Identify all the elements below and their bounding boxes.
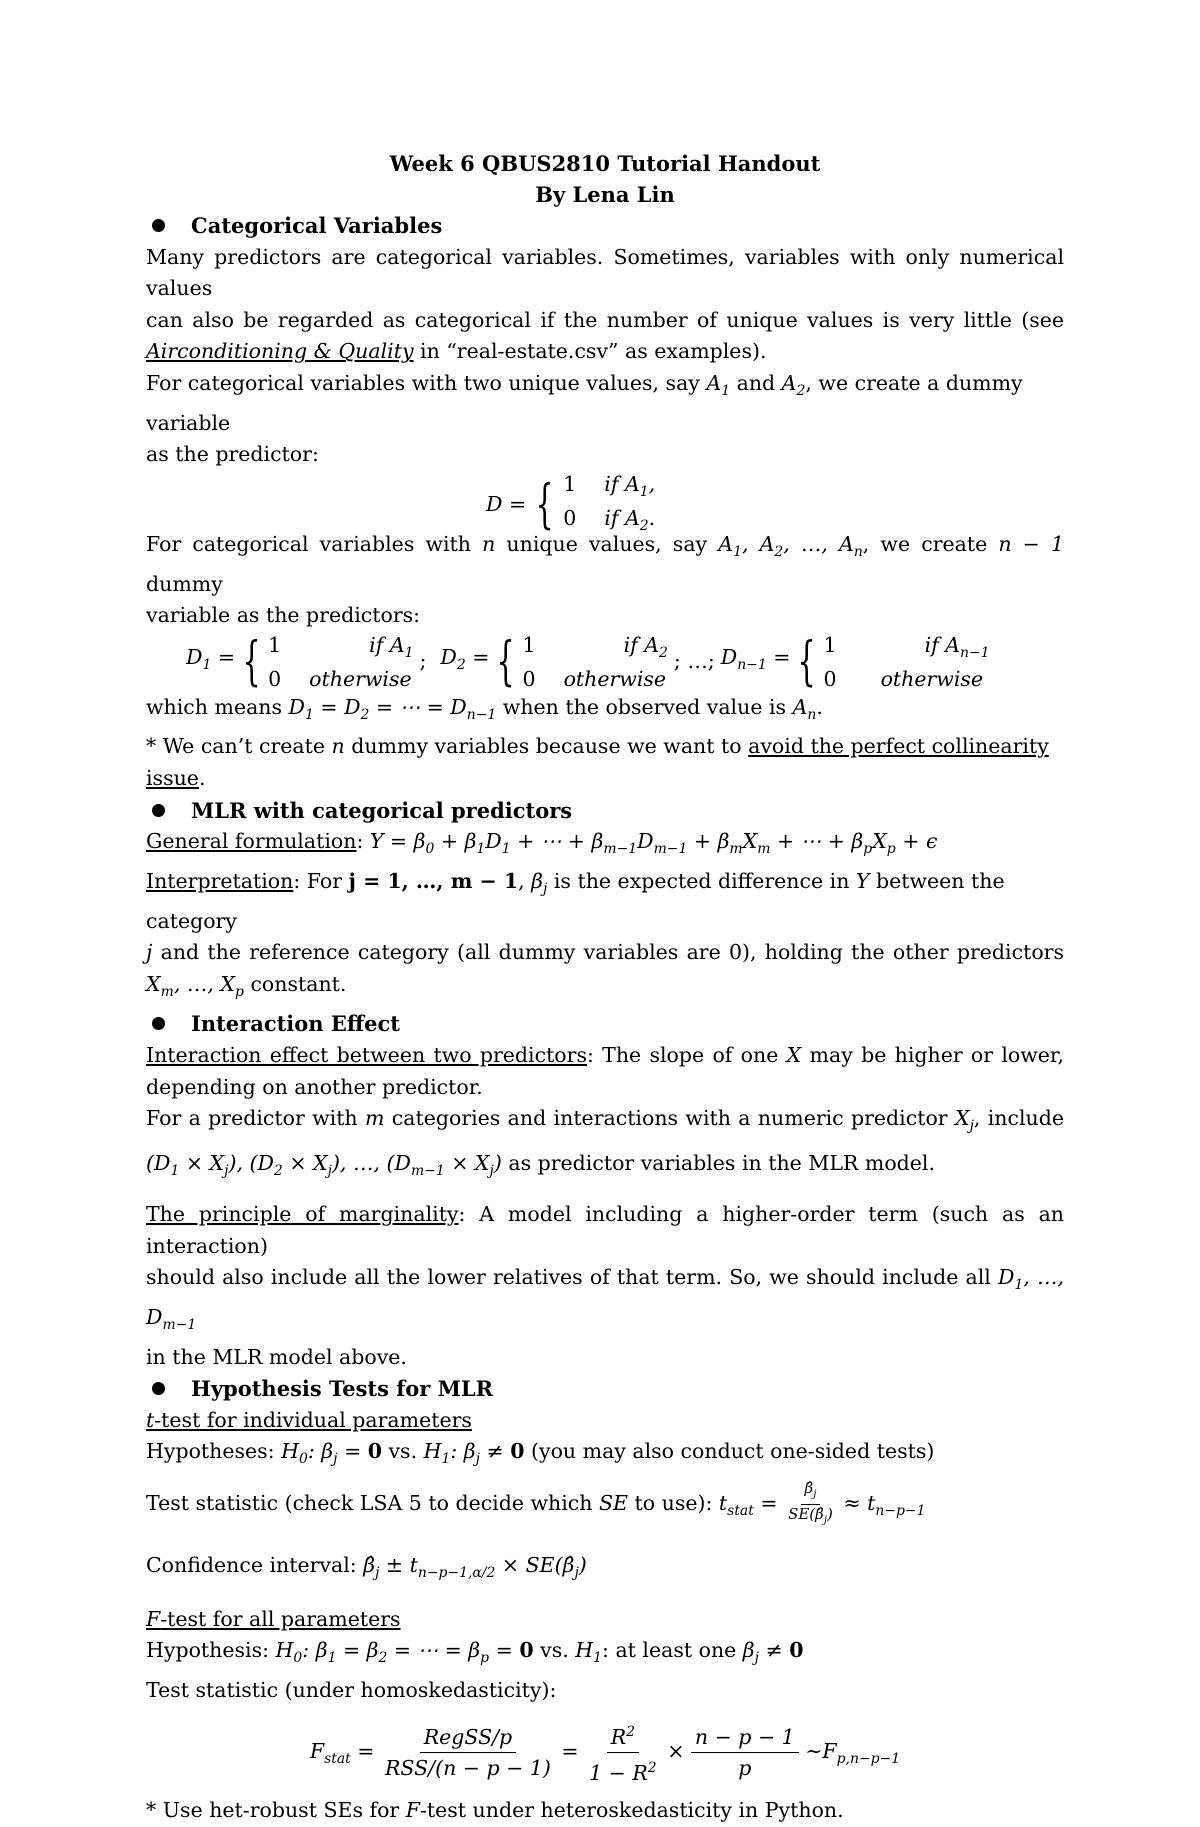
test-statistic-t: Test statistic (check LSA 5 to decide which SE to use): $t_{stat}$ = $\frac{\betâ_j}{SE(\betâ_j)}$ ≈ $t_{n-p-1}$: [146, 1479, 926, 1527]
section-heading-categorical: Categorical Variables: [146, 210, 1064, 242]
paragraph-line: $(D_1 \times X_j)$, $(D_2 \times X_j)$, …, $(D_{m-1} \times X_j)$ as predictor variables in the MLR model.: [146, 1150, 935, 1179]
handout-page: [146, 148, 1064, 1827]
document-title: Week 6 QBUS2810 Tutorial Handout: [389, 151, 821, 176]
paragraph-line: * We can’t create n dummy variables because we want to avoid the perfect collinearity issue.: [146, 734, 1049, 790]
paragraph-line: j and the reference category (all dummy variables are 0), holding the other predictors: [146, 940, 1064, 965]
equation-dummy-two: D = { 1 if $A_1$, 0 if $A_2$.: [486, 471, 656, 535]
bullet-icon: [152, 804, 165, 817]
paragraph-line: in the MLR model above.: [146, 1344, 407, 1369]
bullet-icon: [152, 1382, 165, 1395]
t-test-label: t-test for individual parameters: [146, 1407, 472, 1432]
equation-dummy-n: $D_1$ = { 1 if $A_1$ 0 otherwise ; $D_2$ = { 1 if $A_2$ 0 otherwise ; …; $D_{n-1}$ = { 1 if $A_{n-1}$ 0 otherwise: [186, 631, 990, 692]
paragraph-line: $X_m$, …, $X_p$ constant.: [146, 971, 347, 1000]
paragraph-line: Hypotheses: $H_0$: $\beta_j = 0$ vs. $H_1$: $\beta_j \ne 0$ (you may also conduct one-sided tests): [146, 1439, 935, 1468]
section-heading-interaction: Interaction Effect: [146, 1008, 1064, 1040]
bullet-icon: [152, 1017, 165, 1030]
paragraph-line: Hypothesis: $H_0$: $\beta_1 = \beta_2$ = ⋯ = $\beta_p = 0$ vs. $H_1$: at least one $\beta_j \ne 0$: [146, 1638, 804, 1667]
paragraph-line: Many predictors are categorical variables. Sometimes, variables with only numerical values: [146, 244, 1064, 301]
paragraph-line: * Use het-robust SEs for F-test under heteroskedasticity in Python.: [146, 1798, 844, 1823]
paragraph-line: can also be regarded as categorical if the number of unique values is very little (see: [146, 307, 1064, 332]
paragraph-line: Interaction effect between two predictors: The slope of one X may be higher or lower,: [146, 1043, 1065, 1068]
interpretation: Interpretation: For j = 1, …, m − 1, $\beta_j$ is the expected difference in Y between the category: [146, 868, 1005, 933]
section-heading-mlr-categorical: MLR with categorical predictors: [146, 795, 1064, 827]
paragraph-line: depending on another predictor.: [146, 1074, 483, 1099]
f-test-label: F-test for all parameters: [146, 1606, 401, 1631]
equation-f-stat: $F_{stat}$ = $\frac{\text{RegSS/p}}{\text{RSS/(n − p − 1)}}$ = $\frac{R^2}{1 - R^2}$ × $\frac{n - p - 1}{p}$ $\sim F_{p,n-p-1}$: [146, 1717, 1064, 1788]
paragraph-line: Test statistic (under homoskedasticity):: [146, 1678, 557, 1703]
paragraph-line: variable as the predictors:: [146, 603, 421, 628]
bullet-icon: [152, 219, 165, 232]
paragraph-line: For categorical variables with two unique values, say $A_1$ and $A_2$, we create a dummy variable: [146, 370, 1023, 435]
paragraph-line: For a predictor with m categories and interactions with a numeric predictor $X_j$, include: [146, 1106, 1065, 1135]
paragraph-line: For categorical variables with n unique values, say $A_1$, $A_2$, …, $A_n$, we create n − 1 dummy: [146, 531, 1064, 596]
paragraph-line: The principle of marginality: A model including a higher-order term (such as an interaction): [146, 1202, 1065, 1258]
paragraph-line: should also include all the lower relatives of that term. So, we should include all $D_1$, …, $D_{m-1}$: [146, 1265, 1064, 1333]
confidence-interval: Confidence interval: $\betâ_j \pm t_{n-p-1,\alpha/2}$ × $SE(\betâ_j)$: [146, 1553, 587, 1582]
paragraph-line: as the predictor:: [146, 442, 319, 467]
paragraph-line: Airconditioning & Quality in “real-estate.csv” as examples).: [146, 339, 767, 364]
section-heading-hypothesis: Hypothesis Tests for MLR: [146, 1373, 1064, 1405]
general-formulation: General formulation: $Y = \beta_0 + \beta_1D_1$ + ⋯ + $\beta_{m-1}D_{m-1} + \beta_mX_m$ + ⋯ + $\beta_pX_p + \epsilon$: [146, 829, 938, 858]
document-author: By Lena Lin: [535, 182, 675, 207]
paragraph-line: which means $D_1 = D_2$ = ⋯ = $D_{n-1}$ when the observed value is $A_n$.: [146, 694, 823, 723]
